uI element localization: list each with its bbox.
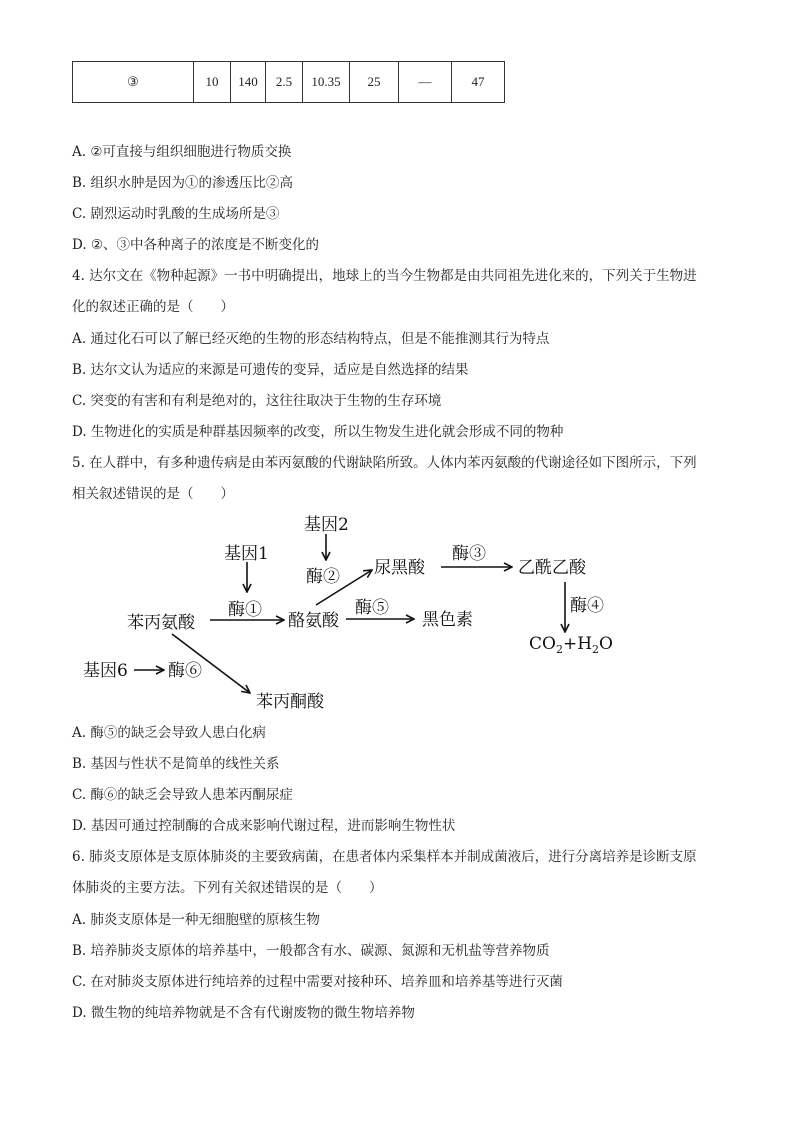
q5-stem-line1: 5. 在人群中，有多种遗传病是由苯丙氨酸的代谢缺陷所致。人体内苯丙氨酸的代谢途径如下图所示，下列 bbox=[72, 455, 697, 471]
table-cell: 140 bbox=[231, 62, 266, 103]
q3-option-c: C. 剧烈运动时乳酸的生成场所是③ bbox=[72, 206, 280, 222]
table-cell: 25 bbox=[350, 62, 399, 103]
q6-stem-line1: 6. 肺炎支原体是支原体肺炎的主要致病菌，在患者体内采集样本并制成菌液后，进行分离培养是诊断支原 bbox=[72, 849, 697, 865]
enzyme3-label: 酶③ bbox=[452, 544, 486, 564]
q4-stem-line2: 化的叙述正确的是（ ） bbox=[72, 299, 234, 315]
q5-stem-line2: 相关叙述错误的是（ ） bbox=[72, 486, 234, 502]
gene6-label: 基因6 bbox=[83, 661, 128, 681]
q6-option-d: D. 微生物的纯培养物就是不含有代谢废物的微生物培养物 bbox=[72, 1005, 415, 1021]
co2-h2o-label: $CO_2+H_2O$ bbox=[529, 634, 613, 656]
metabolic-pathway-diagram bbox=[0, 510, 794, 720]
table-cell: 10.35 bbox=[303, 62, 350, 103]
gene1-label: 基因1 bbox=[224, 544, 269, 564]
q4-option-b: B. 达尔文认为适应的来源是可遗传的变异，适应是自然选择的结果 bbox=[72, 362, 469, 378]
q4-option-a: A. 通过化石可以了解已经灭绝的生物的形态结构特点，但是不能推测其行为特点 bbox=[72, 331, 550, 347]
q6-option-b: B. 培养肺炎支原体的培养基中，一般都含有水、碳源、氮源和无机盐等营养物质 bbox=[72, 943, 550, 959]
q6-option-a: A. 肺炎支原体是一种无细胞壁的原核生物 bbox=[72, 912, 320, 928]
melanin-label: 黑色素 bbox=[422, 610, 473, 630]
q5-option-a: A. 酶⑤的缺乏会导致人患白化病 bbox=[72, 725, 266, 741]
q4-option-c: C. 突变的有害和有利是绝对的，这往往取决于生物的生存环境 bbox=[72, 393, 442, 409]
gene2-label: 基因2 bbox=[304, 515, 349, 535]
q4-stem-line1: 4. 达尔文在《物种起源》一书中明确提出，地球上的当今生物都是由共同祖先进化来的，下列关于生物进 bbox=[72, 268, 697, 284]
q5-option-b: B. 基因与性状不是简单的线性关系 bbox=[72, 756, 280, 772]
enzyme5-label: 酶⑤ bbox=[355, 598, 389, 618]
phe-label: 苯丙氨酸 bbox=[127, 613, 195, 633]
table-row bbox=[73, 62, 505, 103]
q4-option-d: D. 生物进化的实质是种群基因频率的改变，所以生物发生进化就会形成不同的物种 bbox=[72, 424, 564, 440]
enzyme4-label: 酶④ bbox=[570, 596, 604, 616]
table-cell: — bbox=[399, 62, 452, 103]
table-cell: ③ bbox=[73, 62, 194, 103]
enzyme2-label: 酶② bbox=[306, 567, 340, 587]
hga-label: 尿黑酸 bbox=[374, 558, 425, 578]
q3-option-d: D. ②、③中各种离子的浓度是不断变化的 bbox=[72, 237, 320, 253]
aaa-label: 乙酰乙酸 bbox=[518, 558, 586, 578]
q5-option-c: C. 酶⑥的缺乏会导致人患苯丙酮尿症 bbox=[72, 787, 293, 803]
q5-option-d: D. 基因可通过控制酶的合成来影响代谢过程，进而影响生物性状 bbox=[72, 818, 456, 834]
q6-stem-line2: 体肺炎的主要方法。下列有关叙述错误的是（ ） bbox=[72, 880, 383, 896]
enzyme1-label: 酶① bbox=[228, 600, 262, 620]
table-cell: 47 bbox=[452, 62, 505, 103]
tyr-label: 酪氨酸 bbox=[288, 611, 339, 631]
ppa-label: 苯丙酮酸 bbox=[256, 692, 324, 712]
q6-option-c: C. 在对肺炎支原体进行纯培养的过程中需要对接种环、培养皿和培养基等进行灭菌 bbox=[72, 974, 563, 990]
enzyme6-label: 酶⑥ bbox=[168, 661, 202, 681]
table-cell: 10 bbox=[194, 62, 231, 103]
table-cell: 2.5 bbox=[266, 62, 303, 103]
q3-option-a: A. ②可直接与组织细胞进行物质交换 bbox=[72, 144, 292, 160]
data-table bbox=[72, 61, 505, 103]
q3-option-b: B. 组织水肿是因为①的渗透压比②高 bbox=[72, 175, 294, 191]
